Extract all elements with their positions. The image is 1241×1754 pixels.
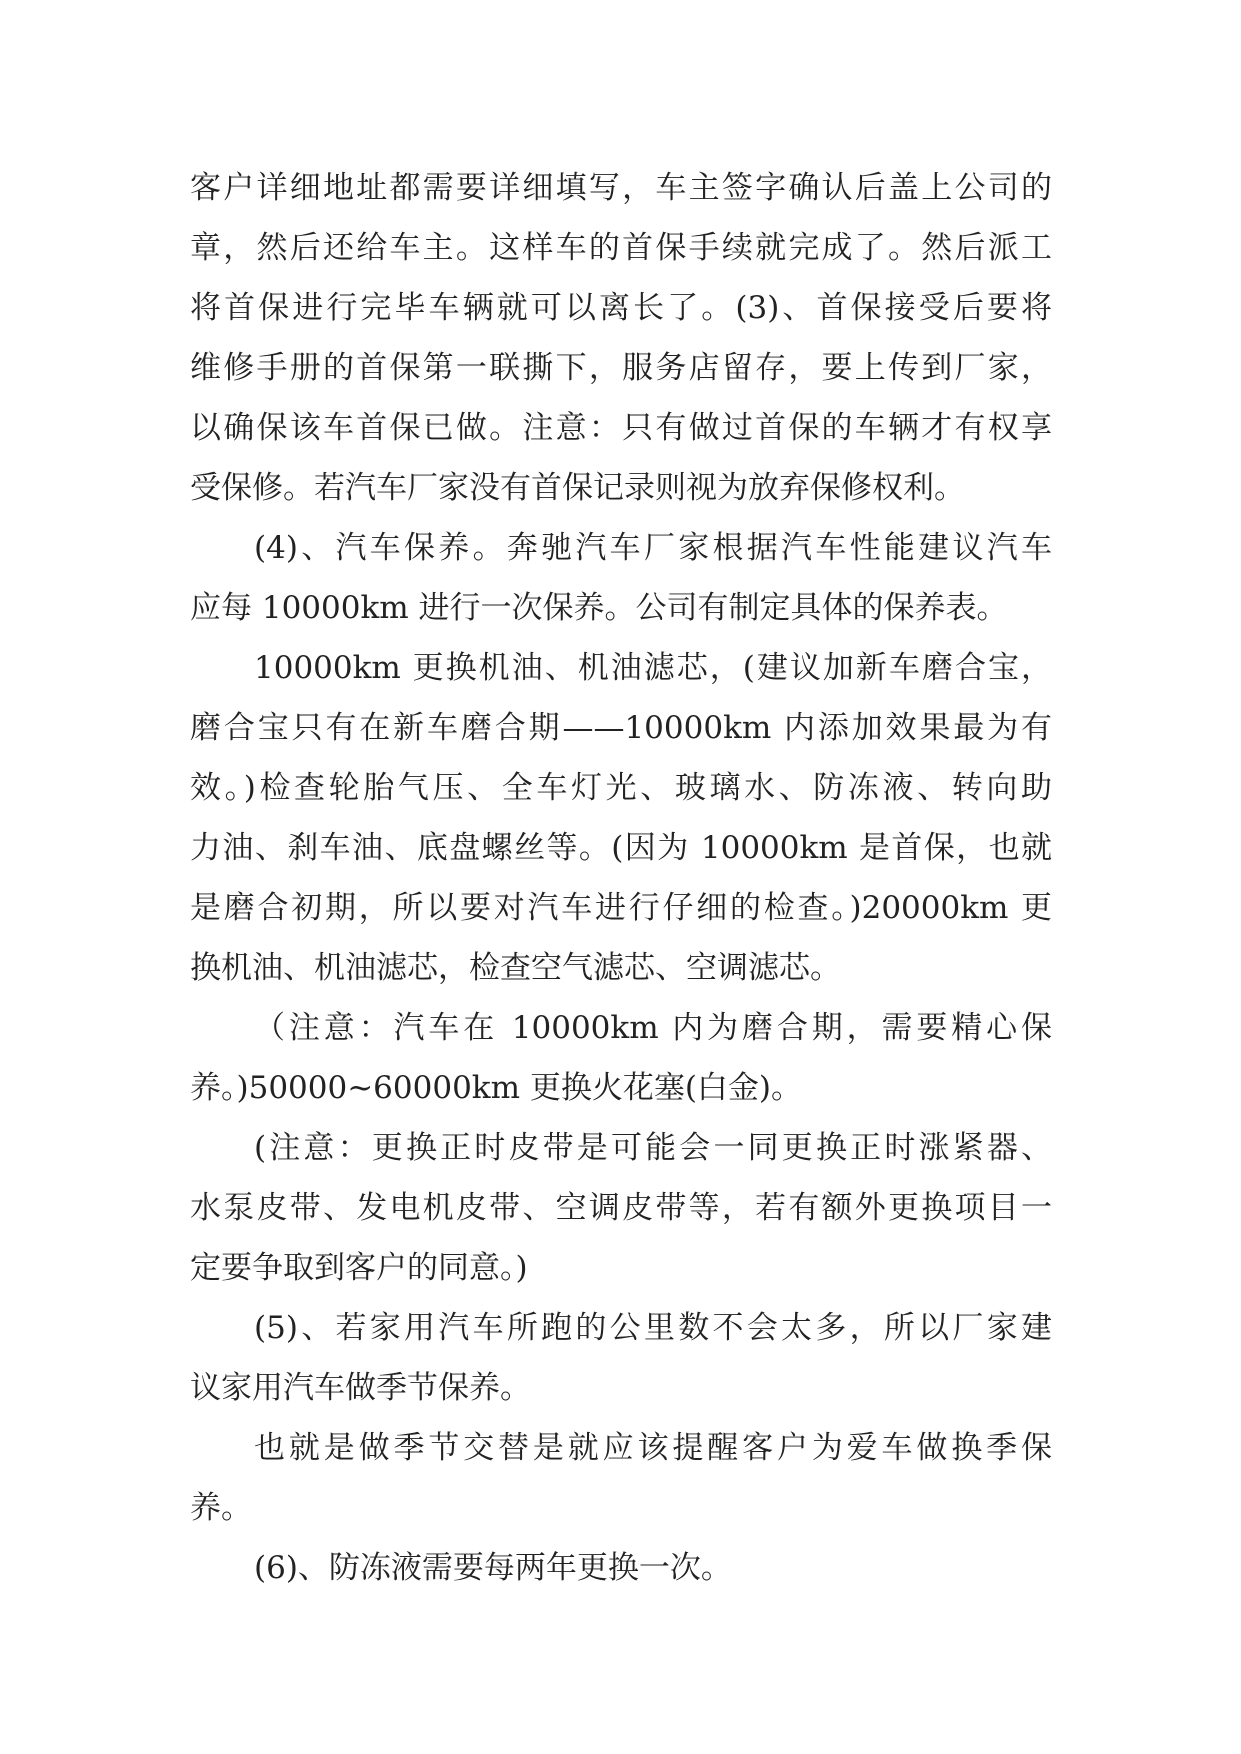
- text-line: （注意：汽车在 10000km 内为磨合期，需要精心保: [254, 1010, 1052, 1046]
- text-line: 效。)检查轮胎气压、全车灯光、玻璃水、防冻液、转向助: [190, 770, 1052, 806]
- text-line: 水泵皮带、发电机皮带、空调皮带等，若有额外更换项目一: [190, 1190, 1052, 1226]
- text-line: (4)、汽车保养。奔驰汽车厂家根据汽车性能建议汽车: [254, 530, 1052, 566]
- text-line: 客户详细地址都需要详细填写，车主签字确认后盖上公司的: [190, 170, 1052, 206]
- text-line: 是磨合初期，所以要对汽车进行仔细的检查。)20000km 更: [190, 890, 1052, 926]
- text-line: 以确保该车首保已做。注意：只有做过首保的车辆才有权享: [190, 410, 1052, 446]
- text-line: 换机油、机油滤芯，检查空气滤芯、空调滤芯。: [190, 950, 841, 986]
- text-line: 应每 10000km 进行一次保养。公司有制定具体的保养表。: [190, 590, 1008, 626]
- text-line: (注意：更换正时皮带是可能会一同更换正时涨紧器、: [254, 1130, 1052, 1166]
- text-line: 将首保进行完毕车辆就可以离长了。(3)、首保接受后要将: [190, 290, 1052, 326]
- text-line: 养。)50000~60000km 更换火花塞(白金)。: [190, 1070, 803, 1106]
- text-line: 议家用汽车做季节保养。: [190, 1370, 531, 1406]
- text-line: 养。: [190, 1490, 252, 1526]
- text-line: (5)、若家用汽车所跑的公里数不会太多，所以厂家建: [254, 1310, 1052, 1346]
- text-line: 10000km 更换机油、机油滤芯，(建议加新车磨合宝，: [254, 650, 1052, 686]
- text-line: 受保修。若汽车厂家没有首保记录则视为放弃保修权利。: [190, 470, 965, 506]
- document-body: [190, 158, 1052, 1598]
- text-line: 定要争取到客户的同意。): [190, 1250, 528, 1286]
- text-line: 力油、刹车油、底盘螺丝等。(因为 10000km 是首保，也就: [190, 830, 1052, 866]
- text-line: 章，然后还给车主。这样车的首保手续就完成了。然后派工: [190, 230, 1052, 266]
- text-line: 也就是做季节交替是就应该提醒客户为爱车做换季保: [254, 1430, 1052, 1466]
- text-line: (6)、防冻液需要每两年更换一次。: [254, 1550, 732, 1586]
- text-line: 磨合宝只有在新车磨合期——10000km 内添加效果最为有: [190, 710, 1052, 746]
- text-line: 维修手册的首保第一联撕下，服务店留存，要上传到厂家，: [190, 350, 1052, 386]
